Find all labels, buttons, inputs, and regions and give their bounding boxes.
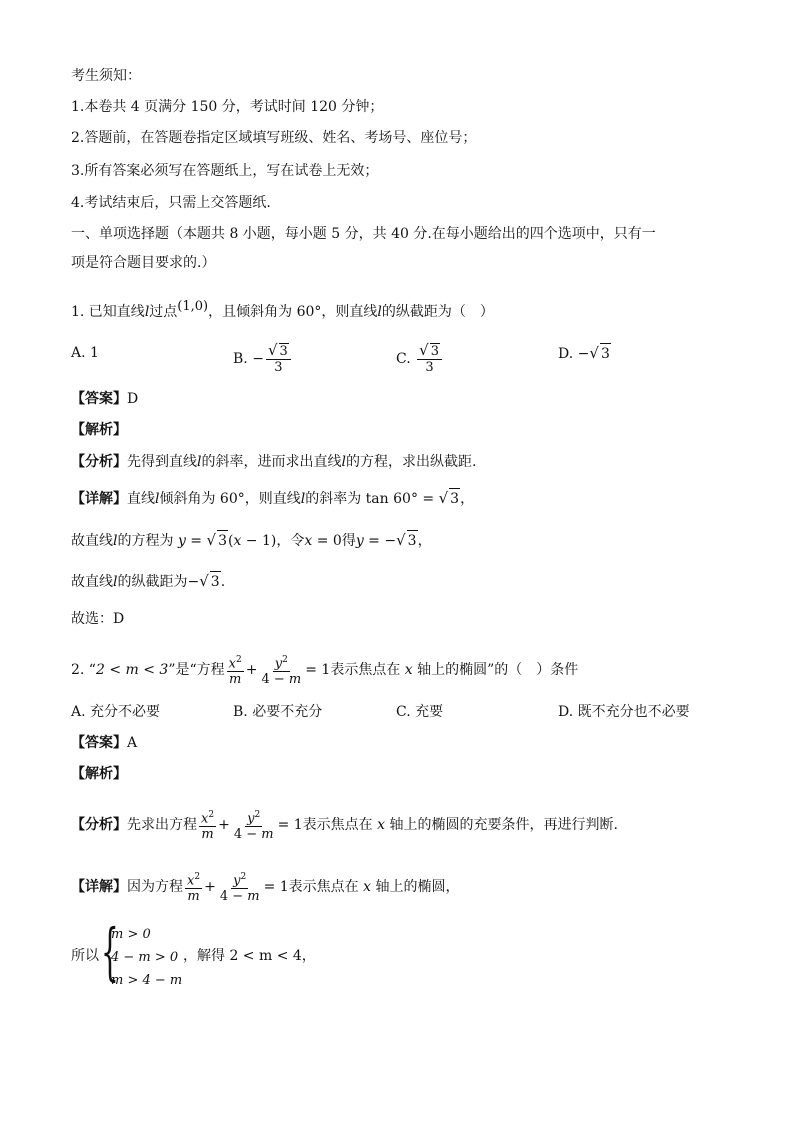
fraction: $\frac{√ 3}{3}$ — [417, 343, 442, 375]
fraction: $\frac{√ 3}{3}$ — [266, 343, 291, 375]
option-b: B. 必要不充分 — [233, 704, 323, 720]
analysis-detail: 【详解】直线l倾斜角为 60°，则直线l的斜率为 tan 60° = √ 3， — [71, 489, 475, 507]
suoyi-label: 所以 — [71, 948, 99, 964]
fraction: $\frac{y^2}{4 - m}$ — [219, 872, 260, 905]
notice-title: 考生须知： — [71, 68, 141, 84]
fraction: $\frac{x^2}{m}$ — [187, 872, 201, 905]
left-brace: { — [101, 915, 119, 988]
analysis-fenxi: 【分析】先得到直线l的斜率，进而求出直线l的方程，求出纵截距. — [71, 454, 477, 470]
option-d: D. −√ 3 — [558, 344, 610, 362]
point-coordinates: (1,0) — [177, 299, 209, 314]
notice-item: 3.所有答案必须写在答题纸上，写在试卷上无效； — [71, 163, 379, 179]
analysis-detail: 【详解】因为方程 $\frac{x^2}{m}$ + $\frac{y^2}{4 - m}$ = 1表示焦点在 x 轴上的椭圆， — [71, 872, 460, 905]
system-lines: m > 0 4 − m > 0 m > 4 − m — [111, 927, 183, 988]
section-heading: 一、单项选择题（本题共 8 小题，每小题 5 分，共 40 分.在每小题给出的四个选项中，只有一 — [71, 226, 656, 242]
fraction: $\frac{y^2}{4 - m}$ — [261, 655, 302, 688]
analysis-equation: 故直线l的方程为 y = √ 3(x − 1)，令x = 0得y = −√ 3， — [71, 531, 432, 549]
fraction: $\frac{y^2}{4 - m}$ — [233, 810, 274, 843]
answer-line: 【答案】A — [71, 735, 138, 751]
conclusion: 故选：D — [71, 611, 125, 627]
notice-item: 1.本卷共 4 页满分 150 分，考试时间 120 分钟； — [71, 99, 384, 115]
section-heading-cont: 项是符合题目要求的.） — [71, 255, 216, 271]
question-1: 1. 已知直线l过点$^{(1,0)}$，且倾斜角为 60°，则直线l的纵截距为（ ） — [71, 299, 494, 320]
option-d: D. 既不充分也不必要 — [558, 704, 690, 720]
option-c: C. 充要 — [396, 704, 444, 720]
analysis-tag: 【解析】 — [71, 766, 127, 782]
answer-line: 【答案】D — [71, 391, 139, 407]
option-a: A. 充分不必要 — [71, 704, 161, 720]
question-2: 2. “2 < m < 3”是“方程 $\frac{x^2}{m}$ + $\frac{y^2}{4 - m}$ = 1表示焦点在 x 轴上的椭圆”的（ ）条件 — [71, 655, 579, 688]
option-b: B. − $\frac{√ 3}{3}$ — [233, 343, 293, 375]
fraction: $\frac{x^2}{m}$ — [228, 655, 242, 688]
fraction: $\frac{x^2}{m}$ — [201, 810, 215, 843]
analysis-fenxi: 【分析】先求出方程 $\frac{x^2}{m}$ + $\frac{y^2}{4 - m}$ = 1表示焦点在 x 轴上的椭圆的充要条件，再进行判断. — [71, 810, 618, 843]
option-a: A. 1 — [71, 345, 99, 361]
option-c: C. $\frac{√ 3}{3}$ — [396, 343, 444, 375]
solution-text: ，解得 2 < m < 4， — [183, 948, 316, 964]
notice-item: 2.答题前，在答题卷指定区域填写班级、姓名、考场号、座位号； — [71, 130, 477, 146]
analysis-intercept: 故直线l的纵截距为−√ 3. — [71, 572, 226, 590]
notice-item: 4.考试结束后，只需上交答题纸. — [71, 195, 271, 211]
analysis-tag: 【解析】 — [71, 422, 127, 438]
